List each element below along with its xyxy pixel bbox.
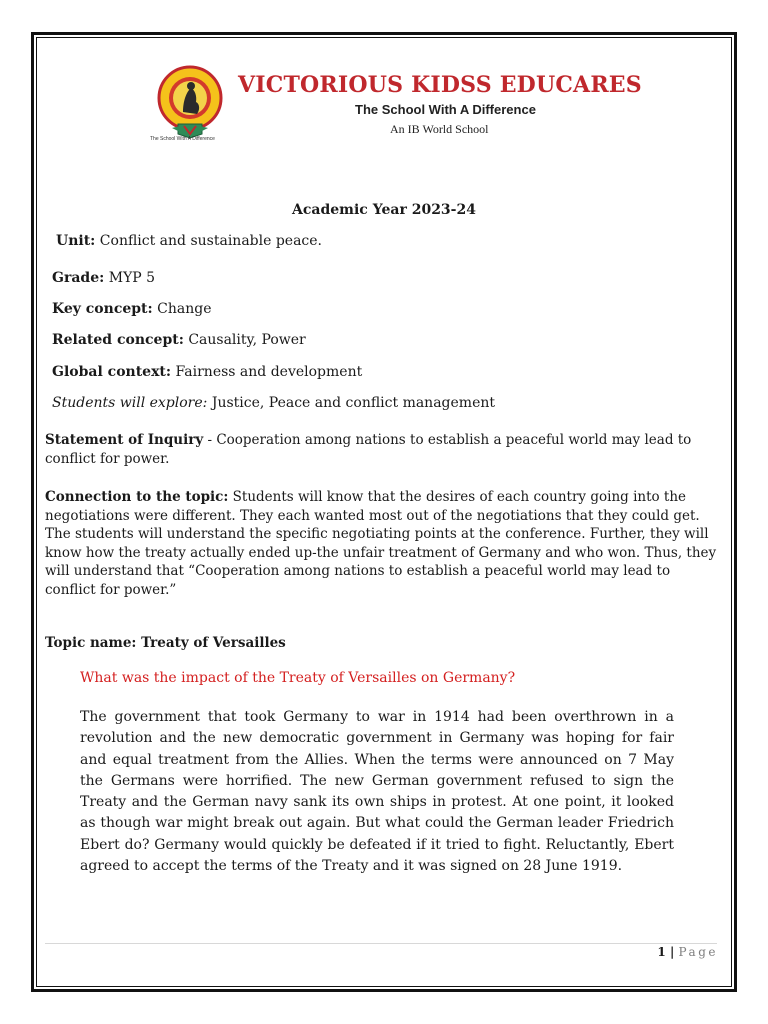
global-context-value: Fairness and development (175, 364, 363, 380)
related-concept-label: Related concept: (52, 332, 184, 348)
ib-world-school-line: An IB World School (390, 122, 489, 136)
page-label: Page (678, 945, 718, 959)
unit-field (56, 233, 322, 249)
grade-value: MYP 5 (108, 270, 156, 286)
related-concept-field (52, 332, 306, 348)
logo-caption: The School With A Difference (150, 136, 215, 142)
school-logo-icon (150, 62, 232, 144)
letterhead (150, 62, 660, 147)
statement-of-inquiry (45, 431, 717, 468)
students-explore-field (52, 395, 495, 411)
school-name: VICTORIOUS KIDSS EDUCARES (238, 72, 642, 98)
global-context-label: Global context: (52, 364, 172, 380)
grade-field (52, 270, 155, 286)
unit-label: Unit: (56, 233, 96, 249)
unit-value: Conflict and sustainable peace. (99, 233, 323, 249)
topic-name: Topic name: Treaty of Versailles (45, 635, 286, 651)
footer-divider (45, 943, 717, 944)
key-concept-label: Key concept: (52, 301, 153, 317)
explore-label: Students will explore: (52, 395, 208, 411)
page-number-footer (657, 945, 718, 959)
key-concept-field (52, 301, 211, 317)
global-context-field (52, 364, 362, 380)
academic-year-heading: Academic Year 2023-24 (292, 202, 476, 218)
related-concept-value: Causality, Power (188, 332, 306, 348)
body-paragraph: The government that took Germany to war in 1914 had been overthrown in a revolution and the new democratic government in Germany was hoping for fair and equal treatment from the Allies. When the terms were announced on 7 May the Germans were horrified. The new German government refused to sign the Treaty and the German navy sank its own ships in protest. At one point, it looked as though war might break out again. But what could the German leader Friedrich Ebert do? Germany would quickly be defeated if it tried to fight. Reluctantly, Ebert agreed to accept the terms of the Treaty and it was signed on 28 June 1919. (80, 709, 674, 875)
statement-label: Statement of Inquiry (45, 432, 204, 448)
connection-text: Students will know that the desires of each country going into the negotiations were different. They each wanted most out of the negotiations that they could get. The students will understand the specific negotiating points at the conference. Further, they will know how the treaty actually ended up-the unfair treatment of Germany and who won. Thus, they will understand that “Cooperation among nations to establish a peaceful world may lead to conflict for power.” (45, 489, 717, 598)
school-tagline: The School With A Difference (355, 102, 536, 117)
page-number: 1 (657, 945, 666, 959)
grade-label: Grade: (52, 270, 105, 286)
key-concept-value: Change (157, 301, 212, 317)
page-separator: | (665, 945, 679, 959)
statement-text: - Cooperation among nations to establish a peaceful world may lead to conflict for power. (45, 432, 692, 467)
connection-label: Connection to the topic: (45, 489, 229, 505)
explore-value: Justice, Peace and conflict management (211, 395, 495, 411)
connection-to-topic (45, 488, 717, 599)
guiding-question: What was the impact of the Treaty of Versailles on Germany? (80, 670, 516, 686)
